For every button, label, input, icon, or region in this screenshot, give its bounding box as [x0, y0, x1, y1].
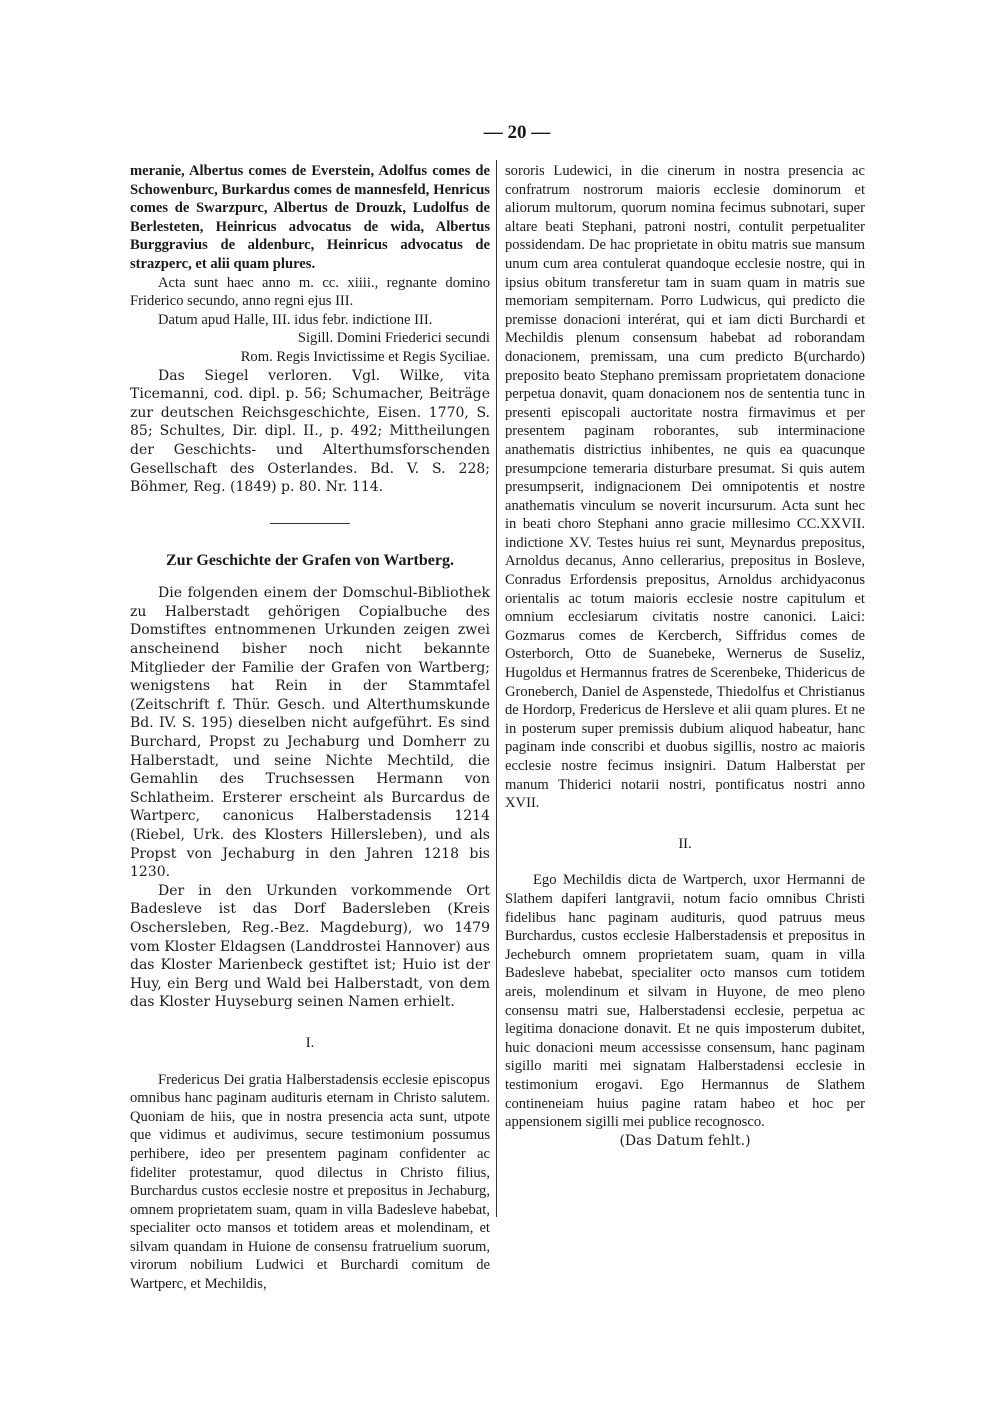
charter-note: Das Siegel verloren. Vgl. Wilke, vita Ticemanni, cod. dipl. p. 56; Schumacher, Beiträge zur deutschen Reichsgeschichte, Eisen. 1770, S. 85; Schultes, Dir. dipl. II., p. 492; Mittheilungen der Geschichts- und Alterthumsforschenden Gesellschaft des Osterlandes. Bd. V. S. 228; Böhmer, Reg. (1849) p. 80. Nr. 114. — [130, 367, 490, 496]
article-heading: Zur Geschichte der Grafen von Wartberg. — [166, 551, 454, 569]
charter-two-note: (Das Datum fehlt.) — [619, 1132, 751, 1149]
charter-datum: Datum apud Halle, III. idus febr. indictione III. — [158, 311, 433, 328]
charter-one-continued: sororis Ludewici, in die cinerum in nostra presencia ac confratrum nostrorum maioris ecclesie dominorum et aliorum multorum, quorum nomina fecimus subnotari, super altare beati Stephani, patroni nostri, contulit perpetualiter possidendam. De hac proprietate in obitu matris sue mansum unum cum area contulerat quandoque ecclesie nostre, qui in ipsius obitum transferetur tam in suam quam in matris sue memoriam sempiternam. Porro Ludwicus, qui predicto die premisse donacioni interérat, qui et iam dicti Burchardi et Mechildis plenum consensum habebat ad roborandam donacionem, premissam, una cum predicto B(urchardo) preposito beato Stephano premissam proprietatem donacione perpetua donavit, quam donacionem nos de sententia tunc in presenti episcopali auctoritate nostra firmavimus et per presentem paginam roborantes, sub interminacione anathematis districtius inhibentes, ne quis ea quacunque presumpcione temeraria disturbare presumat. Si quis autem presumpserit, indignacionem Dei omnipotentis et nostre anathematis vinculum se noverit incursurum. Acta sunt hec in beati choro Stephani anno gracie millesimo CC.XXVII. indictione XV. Testes huius rei sunt, Meynardus prepositus, Arnoldus decanus, Anno cellerarius, prepositus in Bosleve, Conradus Erfordensis prepositus, Arnoldus archidyaconus orientalis ac totum maioris ecclesie nostre capitulum et omnium ecclesiarum civitatis nostre canonici. Laici: Gozmarus comes de Kercberch, Siffridus comes de Osterborch, Otto de Suanebeke, Wernerus de Suseliz, Hugoldus et Hermannus fratres de Scerenbeke, Thidericus de Groneberch, Daniel de Aspenstede, Thiedolfus et Christianus de Hordorp, Fredericus de Hersleve et alii quam plures. Et ne in posterum super premissis dubium aliquod habeatur, hanc paginam inde conscribi et duobus sigillis, nostro ac maioris ecclesie nostre fecimus insigniri. Datum Halberstat per manum Thiderici notarii nostri, pontificatus nostri anno XVII. — [505, 163, 865, 812]
charter-one-text: Fredericus Dei gratia Halberstadensis ecclesie episcopus omnibus hanc paginam audituris eternam in Christo salutem. Quoniam de hiis, que in nostra presencia acta sunt, utpote que vidimus et audivimus, secure testimonium possumus perhibere, ideo per presentem paginam confidenter ac fideliter protestamur, quod dilectus in Christo filius, Burchardus custos ecclesie nostre et prepositus in Jechaburg, omnem proprietatem suam, quam in villa Badesleve habebat, specialiter octo mansos et totidem areas et molendinam, et silvam quandam in Huione de consensu fratruelium suorum, virorum nobilium Ludwici et Burchardi comitum de Wartperc, et Mechildis, — [130, 1071, 490, 1293]
column-rule — [496, 160, 497, 1217]
right-column — [505, 162, 865, 1150]
left-column — [130, 162, 490, 1294]
section-number-one: I. — [305, 1034, 315, 1051]
intro-paragraph: Die folgenden einem der Domschul-Bibliothek zu Halberstadt gehörigen Copialbuche des Domstiftes entnommenen Urkunden zeigen zwei anscheinend bisher noch nicht bekannte Mitglieder der Familie der Grafen von Wartberg; wenigstens hat Rein in der Stammtafel (Zeitschrift f. Thür. Gesch. und Alterthumskunde Bd. IV. S. 195) dieselben nicht aufgeführt. Es sind Burchard, Propst zu Jechaburg und Domherr zu Halberstadt, und seine Nichte Mechtild, die Gemahlin des Truchsessen Hermann von Schlatheim. Ersterer erscheint als Burcardus de Wartperc, canonicus Halberstadensis 1214 (Riebel, Urk. des Klosters Hillersleben), und als Propst von Jechaburg in den Jahren 1218 bis 1230. — [130, 585, 490, 881]
charter-acta: Acta sunt haec anno m. cc. xiiii., regnante domino Friderico secundo, anno regni ejus III. — [130, 274, 490, 310]
charter-witness-list: meranie, Albertus comes de Everstein, Adolfus comes de Schowenburc, Burkardus comes de mannesfeld, Henricus comes de Swarzpurc, Albertus de Drouzk, Ludolfus de Berlesteten, Heinricus advocatus de wida, Albertus Burggravius de aldenburc, Heinricus advocatus de strazperc, et alii quam plures. — [130, 163, 490, 272]
section-number-two: II. — [678, 835, 692, 852]
place-paragraph: Der in den Urkunden vorkommende Ort Badesleve ist das Dorf Badersleben (Kreis Oschersleben, Reg.-Bez. Magdeburg), wo 1479 vom Kloster Eldagsen (Landdrostei Hannover) aus das Kloster Marienbeck gestiftet ist; Huio ist der Huy, ein Berg und Wald bei Halberstadt, von dem das Kloster Huyseburg seinen Namen erhielt. — [130, 882, 490, 1011]
charter-two-text: Ego Mechildis dicta de Wartperch, uxor Hermanni de Slathem dapiferi lantgravii, notum facio omnibus Christi fidelibus hanc paginam audituris, quod patruus meus Burchardus, custos ecclesie Halberstadensis et prepositus in Jecheburch omnem proprietatem suam, quam in villa Badesleve habebat, specialiter octo mansos cum totidem areis, molendinum et silvam in Huyone, de meo pleno consensu matri sue, Halberstadensi ecclesie, perpetua ac legitima donacione donavit. Et ne quis imposterum dubitet, huic donacioni meum accessisse consensum, hanc paginam sigillo mariti mei signatam Halberstadensi ecclesie in testimonium erogavi. Ego Hermannus de Slathem contineneiam huius pagine ratam habeo et hoc per appensionem sigilli mei publice recognosco. — [505, 872, 865, 1131]
page-number: — 20 — — [483, 122, 551, 143]
charter-sigill-line1: Sigill. Domini Friederici secundi — [297, 330, 490, 347]
charter-sigill-line2: Rom. Regis Invictissime et Regis Syciliae. — [240, 348, 490, 365]
section-divider — [270, 523, 350, 524]
